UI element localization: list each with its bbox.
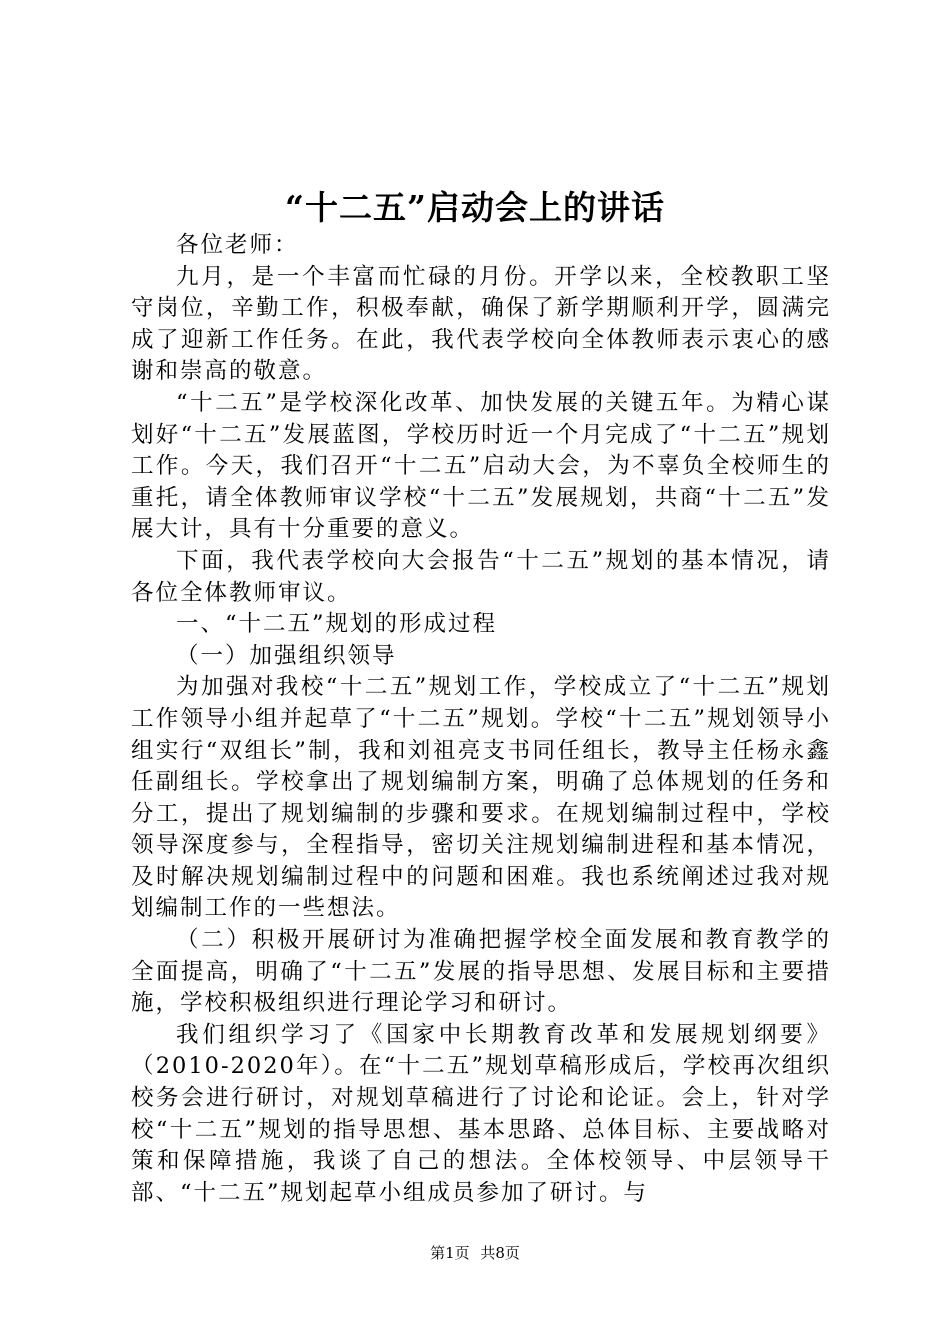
document-body [131, 230, 831, 1209]
page-number: 第1页 [430, 1244, 470, 1262]
body-paragraph: 为加强对我校“十二五”规划工作，学校成立了“十二五”规划工作领导小组并起草了“十二五”规划。学校“十二五”规划领导小组实行“双组长”制，我和刘祖亮支书同任组长，教导主任杨永鑫任副组长。学校拿出了规划编制方案，明确了总体规划的任务和分工，提出了规划编制的步骤和要求。在规划编制过程中，学校领导深度参与，全程指导，密切关注规划编制进程和基本情况，及时解决规划编制过程中的问题和困难。我也系统阐述过我对规划编制工作的一些想法。 [131, 674, 831, 922]
subsection-heading: （一）加强组织领导 [176, 642, 397, 669]
body-paragraph: “十二五”是学校深化改革、加快发展的关键五年。为精心谋划好“十二五”发展蓝图，学校历时近一个月完成了“十二五”规划工作。今天，我们召开“十二五”启动大会，为不辜负全校师生的重托，请全体教师审议学校“十二五”发展规划，共商“十二五”发展大计，具有十分重要的意义。 [131, 389, 831, 543]
section-heading: 一、“十二五”规划的形成过程 [176, 611, 498, 638]
body-paragraph: 我们组织学习了《国家中长期教育改革和发展规划纲要》（2010-2020年）。在“十二五”规划草稿形成后，学校再次组织校务会进行研讨，对规划草稿进行了讨论和论证。会上，针对学校“十二五”规划的指导思想、基本思路、总体目标、主要战略对策和保障措施，我谈了自己的想法。全体校领导、中层领导干部、“十二五”规划起草小组成员参加了研讨。与 [131, 1021, 831, 1206]
document-title: “十二五”启动会上的讲话 [285, 188, 665, 227]
salutation: 各位老师： [176, 232, 299, 258]
body-paragraph: （二）积极开展研讨为准确把握学校全面发展和教育教学的全面提高，明确了“十二五”发展的指导思想、发展目标和主要措施，学校积极组织进行理论学习和研讨。 [131, 927, 831, 1017]
body-paragraph: 下面，我代表学校向大会报告“十二五”规划的基本情况，请各位全体教师审议。 [131, 547, 831, 606]
page-total: 共8页 [480, 1244, 520, 1262]
body-paragraph: 九月，是一个丰富而忙碌的月份。开学以来，全校教职工坚守岗位，辛勤工作，积极奉献，确保了新学期顺利开学，圆满完成了迎新工作任务。在此，我代表学校向全体教师表示衷心的感谢和崇高的敬意。 [131, 263, 831, 385]
page-footer [0, 1243, 950, 1263]
